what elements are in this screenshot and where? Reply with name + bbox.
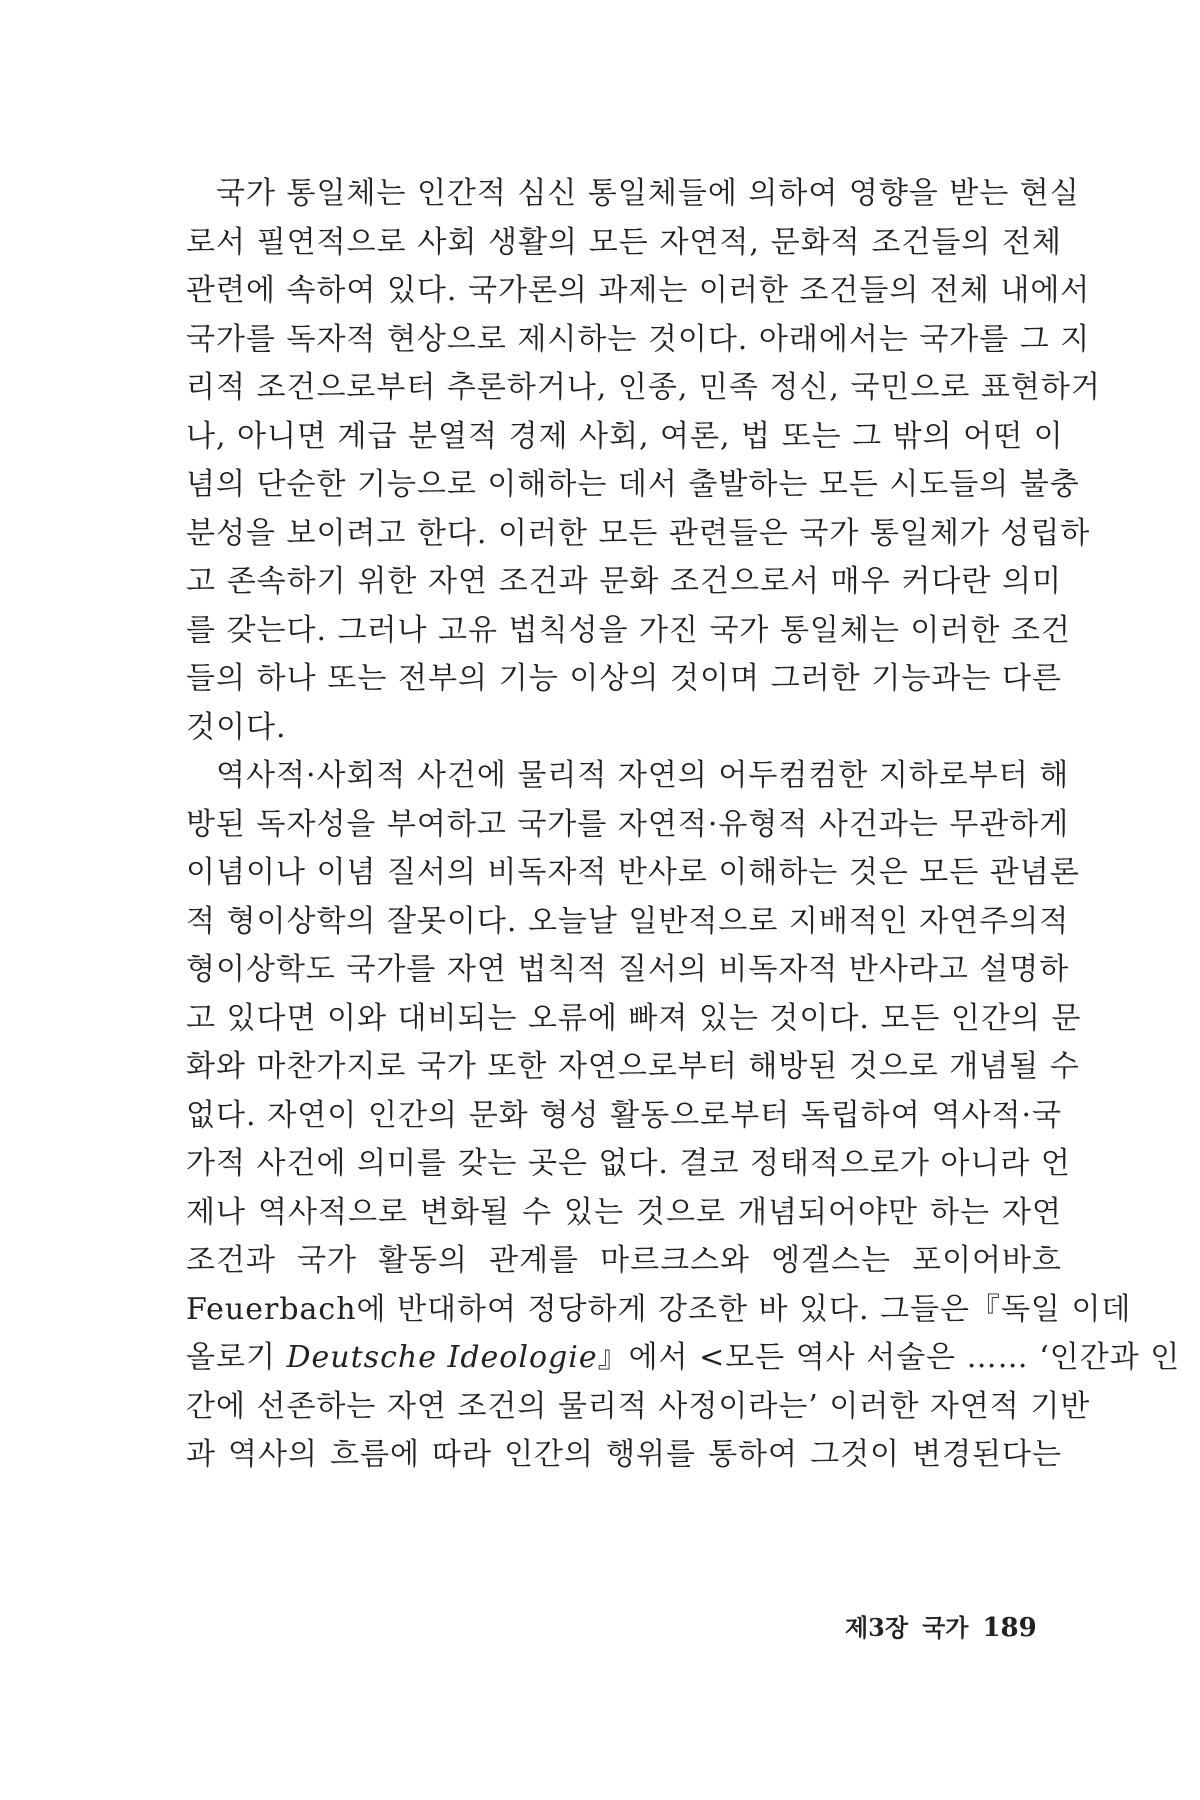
page-number: 189 <box>982 1613 1037 1643</box>
paragraph-2-line-5: 형이상학도 국가를 자연 법칙적 질서의 비독자적 반사라고 설명하 <box>186 952 1070 987</box>
paragraph-1-line-7: 념의 단순한 기능으로 이해하는 데서 출발하는 모든 시도들의 불충 <box>186 467 1080 502</box>
paragraph-2-line-1: 역사적·사회적 사건에 물리적 자연의 어두컴컴한 지하로부터 해 <box>216 758 1070 793</box>
page-footer <box>845 1608 1037 1643</box>
paragraph-2-line-4: 적 형이상학의 잘못이다. 오늘날 일반적으로 지배적인 자연주의적 <box>186 903 1070 939</box>
paragraph-1-line-4: 국가를 독자적 현상으로 제시하는 것이다. 아래에서는 국가를 그 지 <box>186 321 1091 357</box>
paragraph-1-line-3: 관련에 속하여 있다. 국가론의 과제는 이러한 조건들의 전체 내에서 <box>186 273 1091 308</box>
paragraph-2-line-6: 고 있다면 이와 대비되는 오류에 빠져 있는 것이다. 모든 인간의 문 <box>186 1000 1082 1036</box>
paragraph-2-line-7: 화와 마찬가지로 국가 또한 자연으로부터 해방된 것으로 개념될 수 <box>186 1049 1080 1084</box>
line-13-suffix: 』에서 <모든 역사 서술은 …… ‘인간과 인 <box>597 1340 1181 1375</box>
paragraph-1-line-12: 것이다. <box>186 709 287 745</box>
paragraph-1-line-1: 국가 통일체는 인간적 심신 통일체들에 의하여 영향을 받는 현실 <box>216 176 1080 211</box>
italic-title: Deutsche Ideologie <box>286 1340 598 1375</box>
paragraph-2-line-11: 조건과 국가 활동의 관계를 마르크스와 엥겔스는 포이어바흐 <box>186 1243 1062 1278</box>
paragraph-1-line-11: 들의 하나 또는 전부의 기능 이상의 것이며 그러한 기능과는 다른 <box>186 661 1062 696</box>
paragraph-2-line-3: 이념이나 이념 질서의 비독자적 반사로 이해하는 것은 모든 관념론 <box>186 855 1080 890</box>
chapter-title: 국가 <box>922 1613 969 1642</box>
paragraph-1-line-8: 분성을 보이려고 한다. 이러한 모든 관련들은 국가 통일체가 성립하 <box>186 515 1091 551</box>
paragraph-2-line-15: 과 역사의 흐름에 따라 인간의 행위를 통하여 그것이 변경된다는 <box>186 1437 1062 1472</box>
paragraph-1-line-5: 리적 조건으로부터 추론하거나, 인종, 민족 정신, 국민으로 표현하거 <box>186 370 1101 405</box>
body-text <box>186 170 1181 1480</box>
paragraph-1-line-6: 나, 아니면 계급 분열적 경제 사회, 여론, 법 또는 그 밖의 어떤 이 <box>186 418 1064 454</box>
chapter-label: 제3장 <box>845 1613 909 1642</box>
paragraph-2-line-10: 제나 역사적으로 변화될 수 있는 것으로 개념되어야만 하는 자연 <box>186 1194 1062 1230</box>
paragraph-2-line-13 <box>186 1334 1181 1383</box>
paragraph-2-line-12: Feuerbach에 반대하여 정당하게 강조한 바 있다. 그들은『독일 이데 <box>186 1291 1132 1327</box>
paragraph-2-line-9: 가적 사건에 의미를 갖는 곳은 없다. 결코 정태적으로가 아니라 언 <box>186 1146 1071 1181</box>
paragraph-2-line-8: 없다. 자연이 인간의 문화 형성 활동으로부터 독립하여 역사적·국 <box>186 1097 1062 1133</box>
paragraph-2-line-14: 간에 선존하는 자연 조건의 물리적 사정이라는’ 이러한 자연적 기반 <box>186 1388 1091 1424</box>
paragraph-1-line-2: 로서 필연적으로 사회 생활의 모든 자연적, 문화적 조건들의 전체 <box>186 224 1062 260</box>
paragraph-1-line-9: 고 존속하기 위한 자연 조건과 문화 조건으로서 매우 커다란 의미 <box>186 564 1062 599</box>
paragraph-1-line-10: 를 갖는다. 그러나 고유 법칙성을 가진 국가 통일체는 이러한 조건 <box>186 612 1071 648</box>
paragraph-2-line-2: 방된 독자성을 부여하고 국가를 자연적·유형적 사건과는 무관하게 <box>186 806 1070 842</box>
line-13-prefix: 올로기 <box>186 1340 276 1375</box>
